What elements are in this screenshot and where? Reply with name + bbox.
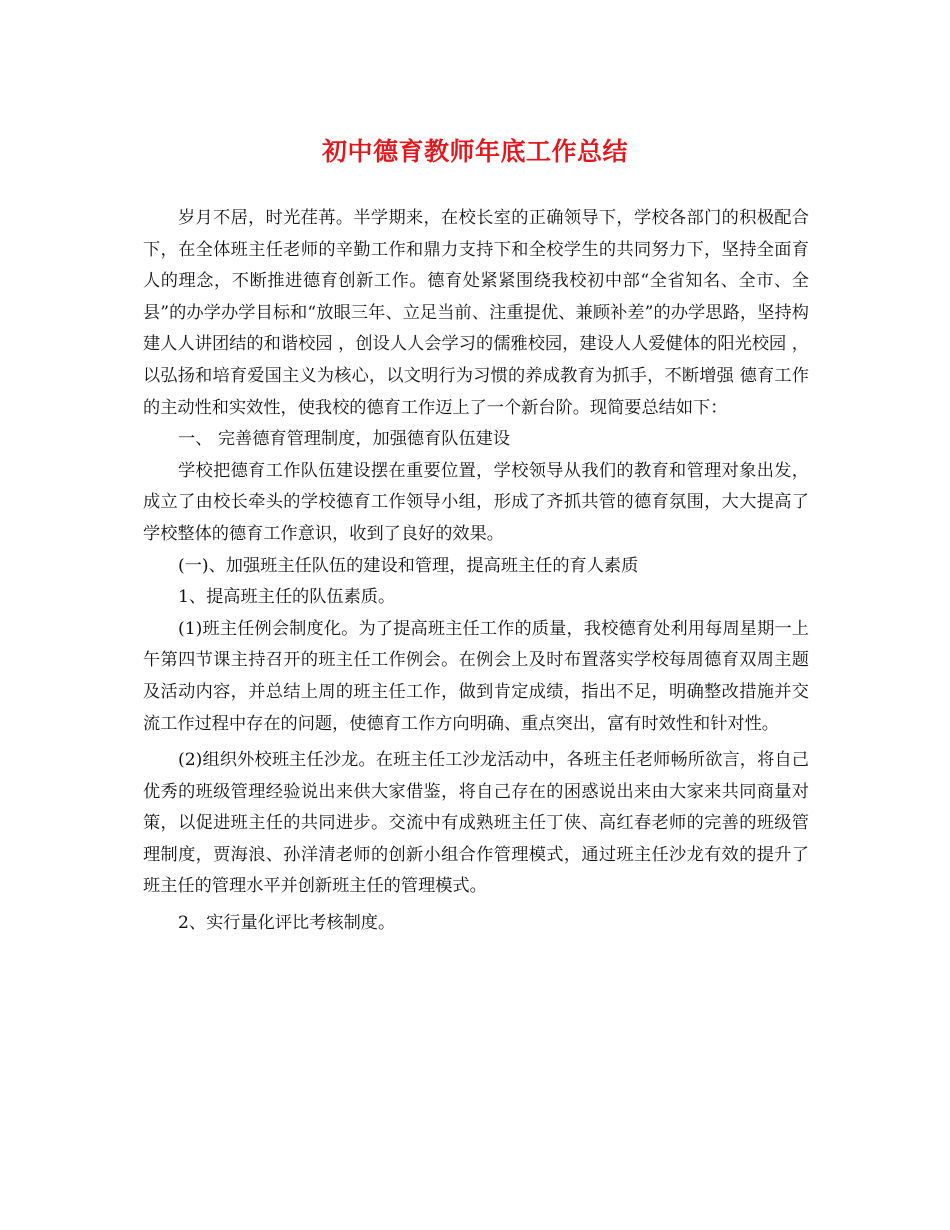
paragraph-intro: 岁月不居，时光荏苒。半学期来，在校长室的正确领导下，学校各部门的积极配合下，在全体班主任老师的辛勤工作和鼎力支持下和全校学生的共同努力下，坚持全面育人的理念，不断推进德育创新工作。德育处紧紧围绕我校初中部“全省知名、全市、全县”的办学办学目标和“放眼三年、立足当前、注重提优、兼顾补差”的办学思路，坚持构建人人讲团结的和谐校园 ，创设人人会学习的儒雅校园，建设人人爱健体的阳光校园 ，以弘扬和培育爱国主义为核心，以文明行为习惯的养成教育为抓手，不断增强 德育工作的主动性和实效性，使我校的德育工作迈上了一个新台阶。现简要总结如下：	[143, 208, 809, 418]
paragraph-teacher-salon: (2)组织外校班主任沙龙。在班主任工沙龙活动中，各班主任老师畅所欲言，将自己优秀的班级管理经验说出来供大家借鉴，将自己存在的困惑说出来由大家来共同商量对策，以促进班主任的共同进步。交流中有成熟班主任丁侠、高红春老师的完善的班级管理制度，贾海浪、孙洋清老师的创新小组合作管理模式，通过班主任沙龙有效的提升了班主任的管理水平并创新班主任的管理模式。	[143, 750, 809, 897]
document-body	[143, 203, 809, 940]
item-heading-1: 1、提高班主任的队伍素质。	[178, 587, 396, 608]
document-title: 初中德育教师年底工作总结	[321, 137, 628, 166]
section-heading-1: 一、 完善德育管理制度，加强德育队伍建设	[178, 429, 511, 450]
paragraph-regular-meetings: (1)班主任例会制度化。为了提高班主任工作的质量，我校德育处利用每周星期一上午第四节课主持召开的班主任工作例会。在例会上及时布置落实学校每周德育双周主题及活动内容，并总结上周的班主任工作，做到肯定成绩，指出不足，明确整改措施并交流工作过程中存在的问题，使德育工作方向明确、重点突出，富有时效性和针对性。	[143, 618, 809, 734]
paragraph-team-building: 学校把德育工作队伍建设摆在重要位置，学校领导从我们的教育和管理对象出发，成立了由校长牵头的学校德育工作领导小组，形成了齐抓共管的德育氛围，大大提高了学校整体的德育工作意识，收到了良好的效果。	[143, 460, 809, 544]
subsection-heading-1: (一)、加强班主任队伍的建设和管理，提高班主任的育人素质	[178, 555, 639, 576]
item-heading-2: 2、实行量化评比考核制度。	[178, 913, 396, 934]
